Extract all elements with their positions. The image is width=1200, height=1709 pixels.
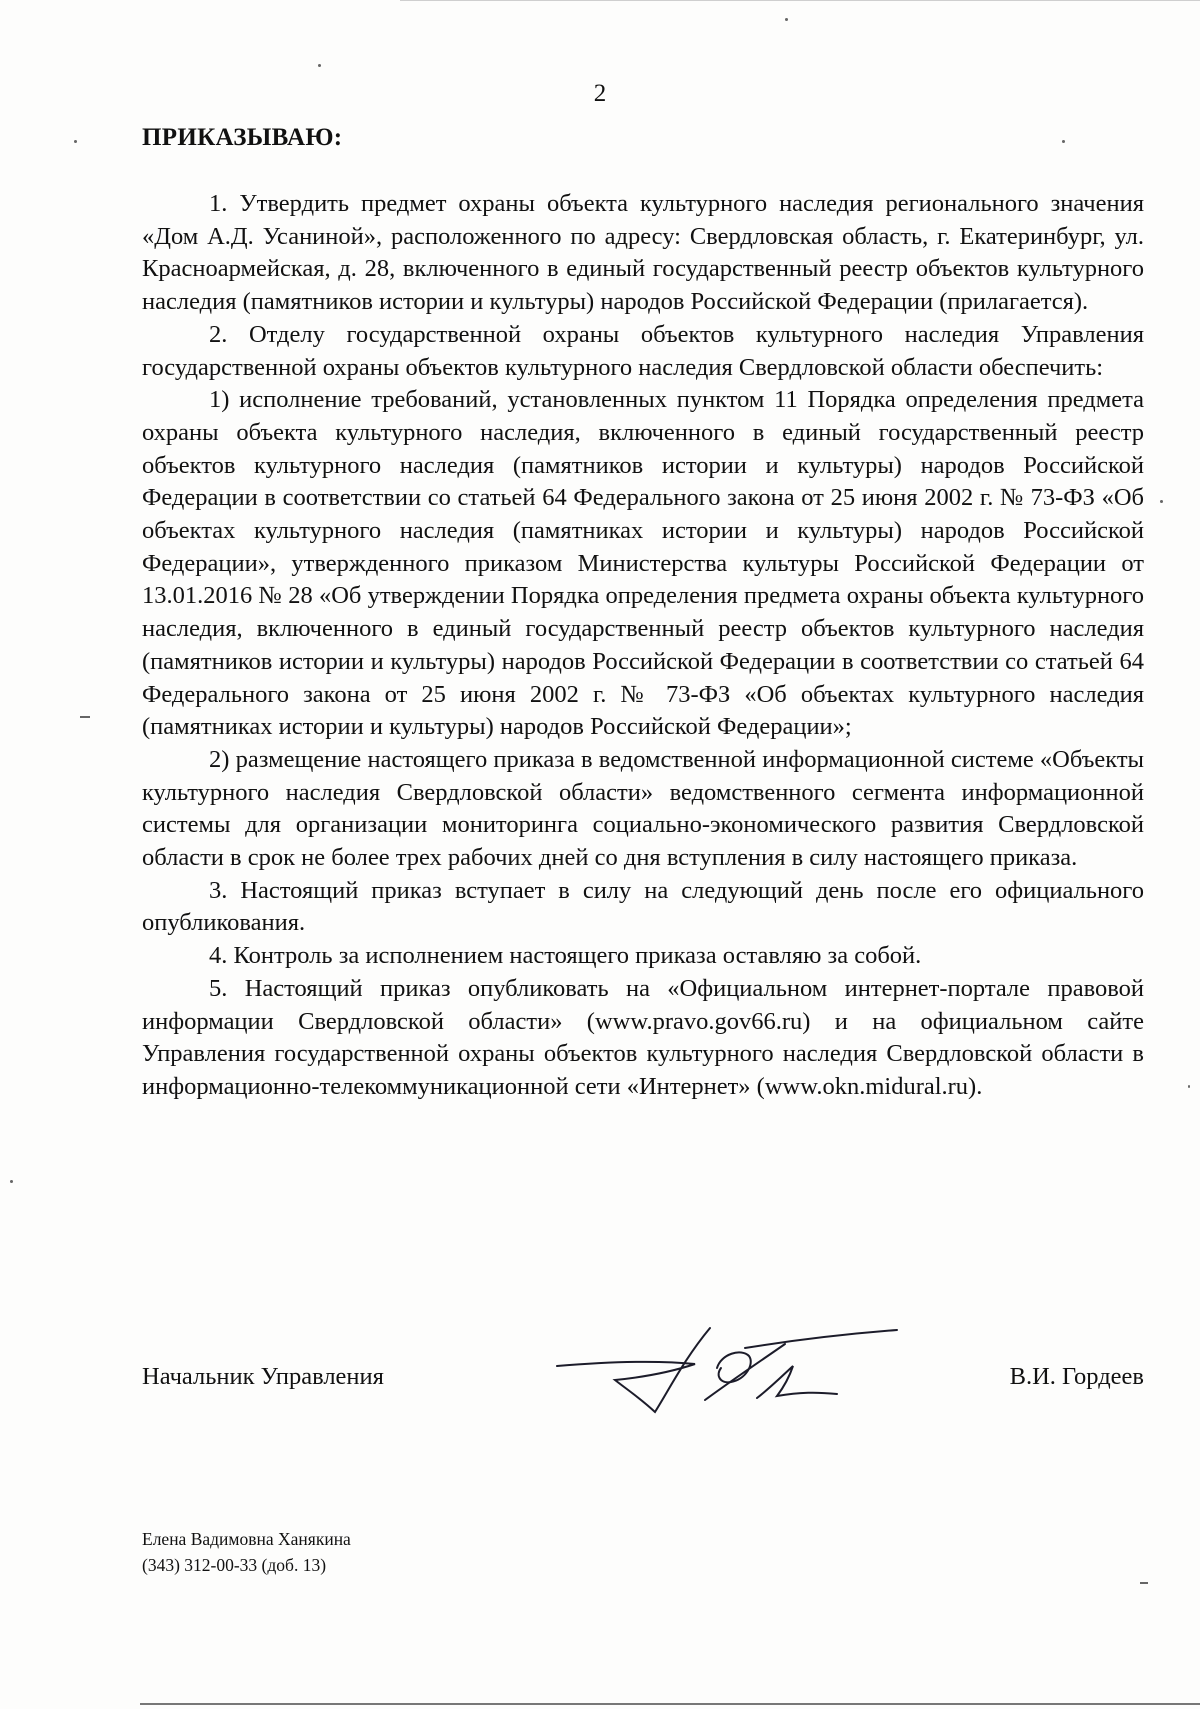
page-number: 2: [593, 80, 607, 107]
signer-name: В.И. Гордеев: [1009, 1363, 1144, 1390]
scan-speck: [1062, 140, 1065, 143]
order-subitem-2-2: 2) размещение настоящего приказа в ведомственной информационной системе «Объекты культурного наследия Свердловской области» ведомственного сегмента информационной системы для организации мониторинга социально-экономического развития Свердловской области в срок не более трех рабочих дней со дня вступления в силу настоящего приказа.: [142, 745, 1144, 872]
scan-speck: [1140, 1582, 1148, 1584]
order-item-2: 2. Отделу государственной охраны объектов культурного наследия Управления государственной охраны объектов культурного наследия Свердловской области обеспечить:: [142, 320, 1144, 381]
signature-block: [142, 1363, 1144, 1403]
contact-block: [142, 1526, 351, 1578]
order-body: [142, 188, 1144, 1104]
scan-speck: [10, 1180, 13, 1183]
order-item-3: 3. Настоящий приказ вступает в силу на следующий день после его официального опубликования.: [142, 876, 1144, 937]
scan-speck: [1188, 1085, 1190, 1088]
scan-speck: [1160, 500, 1163, 503]
scan-edge-line: [400, 0, 1200, 1]
order-item-4: 4. Контроль за исполнением настоящего приказа оставляю за собой.: [209, 942, 922, 970]
scan-edge-line: [140, 1703, 1200, 1705]
order-item-1: 1. Утвердить предмет охраны объекта культурного наследия регионального значения «Дом А.Д. Усаниной», расположенного по адресу: Свердловская область, г. Екатеринбург, ул. Красноармейская, д. 28, включенного в единый государственный реестр объектов культурного наследия (памятников истории и культуры) народов Российской Федерации (прилагается).: [142, 190, 1144, 316]
scan-speck: [74, 140, 77, 143]
order-item-5: 5. Настоящий приказ опубликовать на «Официальном интернет-портале правовой информации Свердловской области» (www.pravo.gov66.ru) и на официальном сайте Управления государственной охраны объектов культурного наследия Свердловской области в информационно-телекоммуникационной сети «Интернет» (www.okn.midural.ru).: [142, 974, 1144, 1100]
scan-speck: [80, 716, 90, 718]
scan-speck: [785, 18, 788, 21]
contact-phone: (343) 312-00-33 (доб. 13): [142, 1555, 327, 1575]
scan-speck: [318, 64, 321, 67]
signer-position: Начальник Управления: [142, 1363, 384, 1390]
contact-person: Елена Вадимовна Ханякина: [142, 1529, 351, 1549]
order-heading: ПРИКАЗЫВАЮ:: [142, 124, 343, 151]
order-subitem-2-1: 1) исполнение требований, установленных пунктом 11 Порядка определения предмета охраны объекта культурного наследия, включенного в единый государственный реестр объектов культурного наследия (памятников истории и культуры) народов Российской Федерации в соответствии со статьей 64 Федерального закона от 25 июня 2002 г. № 73-ФЗ «Об объектах культурного наследия (памятниках истории и культуры) народов Российской Федерации», утвержденного приказом Министерства культуры Российской Федерации от 13.01.2016 № 28 «Об утверждении Порядка определения предмета охраны объекта культурного наследия, включенного в единый государственный реестр объектов культурного наследия (памятников истории и культуры) народов Российской Федерации в соответствии со статьей 64 Федерального закона от 25 июня 2002 г. № 73-ФЗ «Об объектах культурного наследия (памятниках истории и культуры) народов Российской Федерации»;: [142, 386, 1144, 741]
